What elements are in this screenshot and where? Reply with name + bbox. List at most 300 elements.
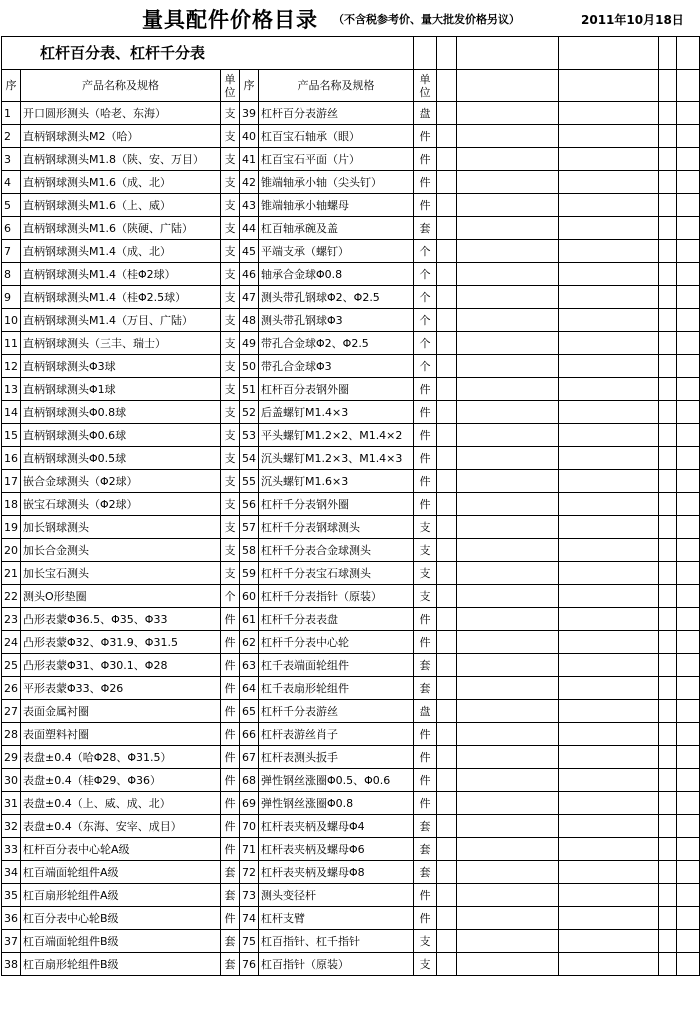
table-row xyxy=(2,102,700,125)
empty-cell xyxy=(559,769,659,792)
row-number: 34 xyxy=(2,861,21,884)
empty-cell xyxy=(659,401,677,424)
table-row xyxy=(2,263,700,286)
unit-cell: 支 xyxy=(221,447,240,470)
unit-cell: 件 xyxy=(414,907,437,930)
product-name: 加长钢球测头 xyxy=(21,516,221,539)
header-name: 产品名称及规格 xyxy=(21,70,221,102)
product-name: 杠百端面轮组件B级 xyxy=(21,930,221,953)
product-name: 杠百指针（原装） xyxy=(259,953,414,976)
empty-cell xyxy=(437,838,457,861)
row-number: 48 xyxy=(240,309,259,332)
row-number: 10 xyxy=(2,309,21,332)
empty-cell xyxy=(437,378,457,401)
empty-cell xyxy=(457,263,559,286)
product-name: 杠百端面轮组件A级 xyxy=(21,861,221,884)
table-row xyxy=(2,355,700,378)
table-row xyxy=(2,217,700,240)
empty-cell xyxy=(677,240,700,263)
empty-cell xyxy=(659,263,677,286)
empty-cell xyxy=(559,700,659,723)
row-number: 3 xyxy=(2,148,21,171)
row-number: 36 xyxy=(2,907,21,930)
row-number: 13 xyxy=(2,378,21,401)
empty-cell xyxy=(437,102,457,125)
product-name: 杠杆千分表中心轮 xyxy=(259,631,414,654)
unit-cell: 套 xyxy=(414,654,437,677)
empty-cell xyxy=(559,447,659,470)
empty-cell xyxy=(457,769,559,792)
empty-cell xyxy=(437,953,457,976)
product-name: 杠杆千分表钢球测头 xyxy=(259,516,414,539)
empty-cell xyxy=(457,930,559,953)
unit-cell: 支 xyxy=(221,424,240,447)
table-row xyxy=(2,677,700,700)
empty-cell xyxy=(677,838,700,861)
empty-cell xyxy=(559,355,659,378)
empty-cell xyxy=(437,677,457,700)
row-number: 37 xyxy=(2,930,21,953)
row-number: 6 xyxy=(2,217,21,240)
unit-cell: 个 xyxy=(221,585,240,608)
product-name: 带孔合金球Φ3 xyxy=(259,355,414,378)
product-name: 杠杆千分表钢外圈 xyxy=(259,493,414,516)
product-name: 嵌合金球测头（Φ2球） xyxy=(21,470,221,493)
row-number: 71 xyxy=(240,838,259,861)
empty-cell xyxy=(559,171,659,194)
empty-cell xyxy=(677,654,700,677)
row-number: 16 xyxy=(2,447,21,470)
product-name: 杠百扇形轮组件A级 xyxy=(21,884,221,907)
unit-cell: 支 xyxy=(221,332,240,355)
empty-cell xyxy=(457,332,559,355)
empty-cell xyxy=(437,907,457,930)
product-name: 锥端轴承小轴螺母 xyxy=(259,194,414,217)
row-number: 73 xyxy=(240,884,259,907)
product-name: 杠百宝石平面（片） xyxy=(259,148,414,171)
empty-cell xyxy=(437,194,457,217)
row-number: 58 xyxy=(240,539,259,562)
empty-cell xyxy=(559,470,659,493)
unit-cell: 套 xyxy=(221,953,240,976)
unit-cell: 支 xyxy=(414,539,437,562)
row-number: 27 xyxy=(2,700,21,723)
unit-cell: 件 xyxy=(221,907,240,930)
empty-cell xyxy=(559,401,659,424)
empty-cell xyxy=(659,424,677,447)
product-name: 杠百宝石轴承（眼） xyxy=(259,125,414,148)
empty-cell xyxy=(659,746,677,769)
product-name: 平形表蒙Φ33、Φ26 xyxy=(21,677,221,700)
unit-cell: 盘 xyxy=(414,102,437,125)
row-number: 8 xyxy=(2,263,21,286)
empty-cell xyxy=(437,700,457,723)
product-name: 测头变径杆 xyxy=(259,884,414,907)
row-number: 9 xyxy=(2,286,21,309)
unit-cell: 支 xyxy=(221,148,240,171)
unit-cell: 件 xyxy=(414,401,437,424)
row-number: 41 xyxy=(240,148,259,171)
empty-cell xyxy=(559,148,659,171)
table-row xyxy=(2,493,700,516)
row-number: 43 xyxy=(240,194,259,217)
row-number: 60 xyxy=(240,585,259,608)
unit-cell: 套 xyxy=(414,217,437,240)
row-number: 50 xyxy=(240,355,259,378)
empty-cell xyxy=(437,792,457,815)
row-number: 74 xyxy=(240,907,259,930)
row-number: 49 xyxy=(240,332,259,355)
empty-cell xyxy=(437,539,457,562)
empty-cell xyxy=(677,953,700,976)
empty-cell xyxy=(677,907,700,930)
table-row xyxy=(2,125,700,148)
row-number: 25 xyxy=(2,654,21,677)
empty-cell xyxy=(437,769,457,792)
row-number: 51 xyxy=(240,378,259,401)
product-name: 轴承合金球Φ0.8 xyxy=(259,263,414,286)
row-number: 53 xyxy=(240,424,259,447)
table-row xyxy=(2,815,700,838)
product-name: 杠杆表夹柄及螺母Φ4 xyxy=(259,815,414,838)
unit-cell: 件 xyxy=(221,654,240,677)
table-row xyxy=(2,240,700,263)
unit-cell: 套 xyxy=(221,861,240,884)
empty-cell xyxy=(677,631,700,654)
unit-cell: 件 xyxy=(414,171,437,194)
empty-cell xyxy=(677,171,700,194)
empty-cell xyxy=(659,608,677,631)
product-name: 直柄钢球测头Φ0.6球 xyxy=(21,424,221,447)
unit-cell: 支 xyxy=(414,562,437,585)
empty-cell xyxy=(457,539,559,562)
row-number: 40 xyxy=(240,125,259,148)
empty-cell xyxy=(457,585,559,608)
table-row xyxy=(2,907,700,930)
product-name: 测头带孔钢球Φ2、Φ2.5 xyxy=(259,286,414,309)
empty-cell xyxy=(677,562,700,585)
table-row xyxy=(2,378,700,401)
table-row xyxy=(2,539,700,562)
product-name: 直柄钢球测头（三丰、瑞士） xyxy=(21,332,221,355)
table-row xyxy=(2,585,700,608)
unit-cell: 件 xyxy=(414,424,437,447)
table-row xyxy=(2,792,700,815)
empty-cell xyxy=(457,861,559,884)
empty-cell xyxy=(457,631,559,654)
empty-cell xyxy=(659,907,677,930)
table-row xyxy=(2,884,700,907)
row-number: 46 xyxy=(240,263,259,286)
unit-cell: 支 xyxy=(221,401,240,424)
product-name: 杠杆千分表表盘 xyxy=(259,608,414,631)
unit-cell: 支 xyxy=(221,493,240,516)
product-name: 表盘±0.4（桂Φ29、Φ36） xyxy=(21,769,221,792)
empty-cell xyxy=(677,309,700,332)
empty-cell xyxy=(457,884,559,907)
table-row xyxy=(2,723,700,746)
empty-cell xyxy=(437,309,457,332)
empty-cell xyxy=(437,125,457,148)
empty-cell xyxy=(659,884,677,907)
empty-cell xyxy=(437,286,457,309)
empty-cell xyxy=(659,815,677,838)
empty-cell xyxy=(677,746,700,769)
row-number: 19 xyxy=(2,516,21,539)
unit-cell: 支 xyxy=(221,539,240,562)
empty-cell xyxy=(677,355,700,378)
header-unit-2: 单 位 xyxy=(414,70,437,102)
row-number: 39 xyxy=(240,102,259,125)
unit-cell: 套 xyxy=(414,815,437,838)
empty-cell xyxy=(659,240,677,263)
empty-cell xyxy=(559,815,659,838)
empty-cell xyxy=(659,470,677,493)
unit-cell: 个 xyxy=(414,332,437,355)
header-name-2: 产品名称及规格 xyxy=(259,70,414,102)
empty-cell xyxy=(457,378,559,401)
product-name: 杠杆千分表宝石球测头 xyxy=(259,562,414,585)
product-name: 杠杆表夹柄及螺母Φ8 xyxy=(259,861,414,884)
unit-cell: 支 xyxy=(221,355,240,378)
row-number: 4 xyxy=(2,171,21,194)
empty-cell xyxy=(677,815,700,838)
header-seq: 序 xyxy=(2,70,21,102)
empty-cell xyxy=(559,585,659,608)
empty-cell xyxy=(677,148,700,171)
row-number: 2 xyxy=(2,125,21,148)
empty-cell xyxy=(677,700,700,723)
product-name: 杠杆百分表钢外圈 xyxy=(259,378,414,401)
price-table xyxy=(1,36,700,976)
unit-cell: 件 xyxy=(221,838,240,861)
product-name: 加长合金测头 xyxy=(21,539,221,562)
row-number: 26 xyxy=(2,677,21,700)
empty-cell xyxy=(559,953,659,976)
empty-cell xyxy=(559,792,659,815)
product-name: 杠杆表游丝肖子 xyxy=(259,723,414,746)
unit-cell: 套 xyxy=(414,861,437,884)
empty-cell xyxy=(659,631,677,654)
unit-cell: 支 xyxy=(414,585,437,608)
empty-cell xyxy=(457,309,559,332)
product-name: 表盘±0.4（东海、安宰、成目） xyxy=(21,815,221,838)
empty-cell xyxy=(677,401,700,424)
table-row xyxy=(2,309,700,332)
unit-cell: 件 xyxy=(414,447,437,470)
row-number: 44 xyxy=(240,217,259,240)
table-row xyxy=(2,654,700,677)
product-name: 杠杆支臂 xyxy=(259,907,414,930)
row-number: 65 xyxy=(240,700,259,723)
unit-cell: 支 xyxy=(414,930,437,953)
empty-cell xyxy=(437,585,457,608)
table-row xyxy=(2,470,700,493)
unit-cell: 套 xyxy=(414,838,437,861)
empty-cell xyxy=(457,148,559,171)
unit-cell: 个 xyxy=(414,286,437,309)
header-row xyxy=(2,70,700,102)
empty-cell xyxy=(677,263,700,286)
unit-cell: 件 xyxy=(414,746,437,769)
product-name: 沉头螺钉M1.2×3、M1.4×3 xyxy=(259,447,414,470)
empty-cell xyxy=(559,884,659,907)
row-number: 21 xyxy=(2,562,21,585)
empty-cell xyxy=(559,861,659,884)
empty-cell xyxy=(437,263,457,286)
empty-cell xyxy=(437,148,457,171)
empty-cell xyxy=(677,930,700,953)
unit-cell: 件 xyxy=(414,493,437,516)
product-name: 表面金属衬圈 xyxy=(21,700,221,723)
row-number: 17 xyxy=(2,470,21,493)
empty-cell xyxy=(457,907,559,930)
row-number: 18 xyxy=(2,493,21,516)
empty-cell xyxy=(559,217,659,240)
empty-cell xyxy=(677,516,700,539)
row-number: 1 xyxy=(2,102,21,125)
empty-cell xyxy=(457,838,559,861)
empty-cell xyxy=(457,355,559,378)
empty-cell xyxy=(437,608,457,631)
unit-cell: 支 xyxy=(221,125,240,148)
product-name: 直柄钢球测头M1.4（成、北） xyxy=(21,240,221,263)
product-name: 直柄钢球测头Φ0.8球 xyxy=(21,401,221,424)
unit-cell: 件 xyxy=(221,700,240,723)
empty-cell xyxy=(457,700,559,723)
section-row xyxy=(2,37,700,70)
unit-cell: 件 xyxy=(414,723,437,746)
empty-cell xyxy=(559,746,659,769)
product-name: 直柄钢球测头Φ0.5球 xyxy=(21,447,221,470)
unit-cell: 支 xyxy=(221,240,240,263)
product-name: 杠百轴承碗及盖 xyxy=(259,217,414,240)
empty-cell xyxy=(677,608,700,631)
row-number: 63 xyxy=(240,654,259,677)
empty-cell xyxy=(659,516,677,539)
empty-cell xyxy=(457,447,559,470)
empty-cell xyxy=(559,194,659,217)
row-number: 64 xyxy=(240,677,259,700)
empty-cell xyxy=(659,654,677,677)
product-name: 弹性钢丝涨圈Φ0.5、Φ0.6 xyxy=(259,769,414,792)
empty-cell xyxy=(437,746,457,769)
empty-cell xyxy=(457,792,559,815)
product-name: 杠杆表测头扳手 xyxy=(259,746,414,769)
product-name: 测头带孔钢球Φ3 xyxy=(259,309,414,332)
product-name: 直柄钢球测头M1.4（万目、广陆） xyxy=(21,309,221,332)
table-row xyxy=(2,516,700,539)
unit-cell: 件 xyxy=(221,723,240,746)
empty-cell xyxy=(457,286,559,309)
empty-cell xyxy=(677,470,700,493)
row-number: 54 xyxy=(240,447,259,470)
product-name: 杠杆百分表中心轮A级 xyxy=(21,838,221,861)
empty-cell xyxy=(559,723,659,746)
empty-cell xyxy=(437,654,457,677)
empty-cell xyxy=(437,424,457,447)
product-name: 直柄钢球测头M1.6（成、北） xyxy=(21,171,221,194)
unit-cell: 件 xyxy=(414,125,437,148)
unit-cell: 套 xyxy=(221,884,240,907)
unit-cell: 件 xyxy=(221,792,240,815)
empty-cell xyxy=(659,723,677,746)
table-row xyxy=(2,746,700,769)
empty-cell xyxy=(677,447,700,470)
empty-cell xyxy=(457,424,559,447)
row-number: 7 xyxy=(2,240,21,263)
empty-cell xyxy=(659,861,677,884)
title-bar xyxy=(0,0,700,36)
unit-cell: 支 xyxy=(221,263,240,286)
empty-cell xyxy=(677,884,700,907)
empty-cell xyxy=(437,930,457,953)
row-number: 31 xyxy=(2,792,21,815)
empty-cell xyxy=(457,401,559,424)
empty-cell xyxy=(677,125,700,148)
empty-cell xyxy=(559,907,659,930)
empty-cell xyxy=(659,148,677,171)
table-row xyxy=(2,953,700,976)
section-title: 杠杆百分表、杠杆千分表 xyxy=(2,37,414,70)
product-name: 带孔合金球Φ2、Φ2.5 xyxy=(259,332,414,355)
row-number: 69 xyxy=(240,792,259,815)
table-row xyxy=(2,631,700,654)
row-number: 38 xyxy=(2,953,21,976)
empty-cell xyxy=(457,953,559,976)
page-title: 量具配件价格目录 xyxy=(142,7,318,32)
unit-cell: 支 xyxy=(221,309,240,332)
table-row xyxy=(2,171,700,194)
product-name: 直柄钢球测头M1.6（上、威） xyxy=(21,194,221,217)
product-name: 杠杆千分表合金球测头 xyxy=(259,539,414,562)
unit-cell: 支 xyxy=(221,470,240,493)
unit-cell: 件 xyxy=(221,608,240,631)
unit-cell: 个 xyxy=(414,355,437,378)
row-number: 5 xyxy=(2,194,21,217)
empty-cell xyxy=(659,539,677,562)
unit-cell: 支 xyxy=(221,286,240,309)
empty-cell xyxy=(559,677,659,700)
unit-cell: 支 xyxy=(221,516,240,539)
empty-cell xyxy=(559,332,659,355)
row-number: 57 xyxy=(240,516,259,539)
product-name: 凸形表蒙Φ36.5、Φ35、Φ33 xyxy=(21,608,221,631)
empty-cell xyxy=(437,815,457,838)
product-name: 直柄钢球测头Φ1球 xyxy=(21,378,221,401)
product-name: 表盘±0.4（哈Φ28、Φ31.5） xyxy=(21,746,221,769)
empty-cell xyxy=(457,746,559,769)
unit-cell: 件 xyxy=(221,769,240,792)
unit-cell: 件 xyxy=(414,378,437,401)
product-name: 直柄钢球测头M2（哈） xyxy=(21,125,221,148)
empty-cell xyxy=(659,562,677,585)
empty-cell xyxy=(437,332,457,355)
row-number: 67 xyxy=(240,746,259,769)
product-name: 弹性钢丝涨圈Φ0.8 xyxy=(259,792,414,815)
row-number: 23 xyxy=(2,608,21,631)
empty-cell xyxy=(659,677,677,700)
empty-cell xyxy=(559,654,659,677)
unit-cell: 支 xyxy=(221,217,240,240)
empty-cell xyxy=(677,769,700,792)
row-number: 59 xyxy=(240,562,259,585)
unit-cell: 支 xyxy=(221,562,240,585)
unit-cell: 件 xyxy=(414,884,437,907)
empty-cell xyxy=(677,102,700,125)
empty-cell xyxy=(437,171,457,194)
product-name: 平端支承（螺钉） xyxy=(259,240,414,263)
